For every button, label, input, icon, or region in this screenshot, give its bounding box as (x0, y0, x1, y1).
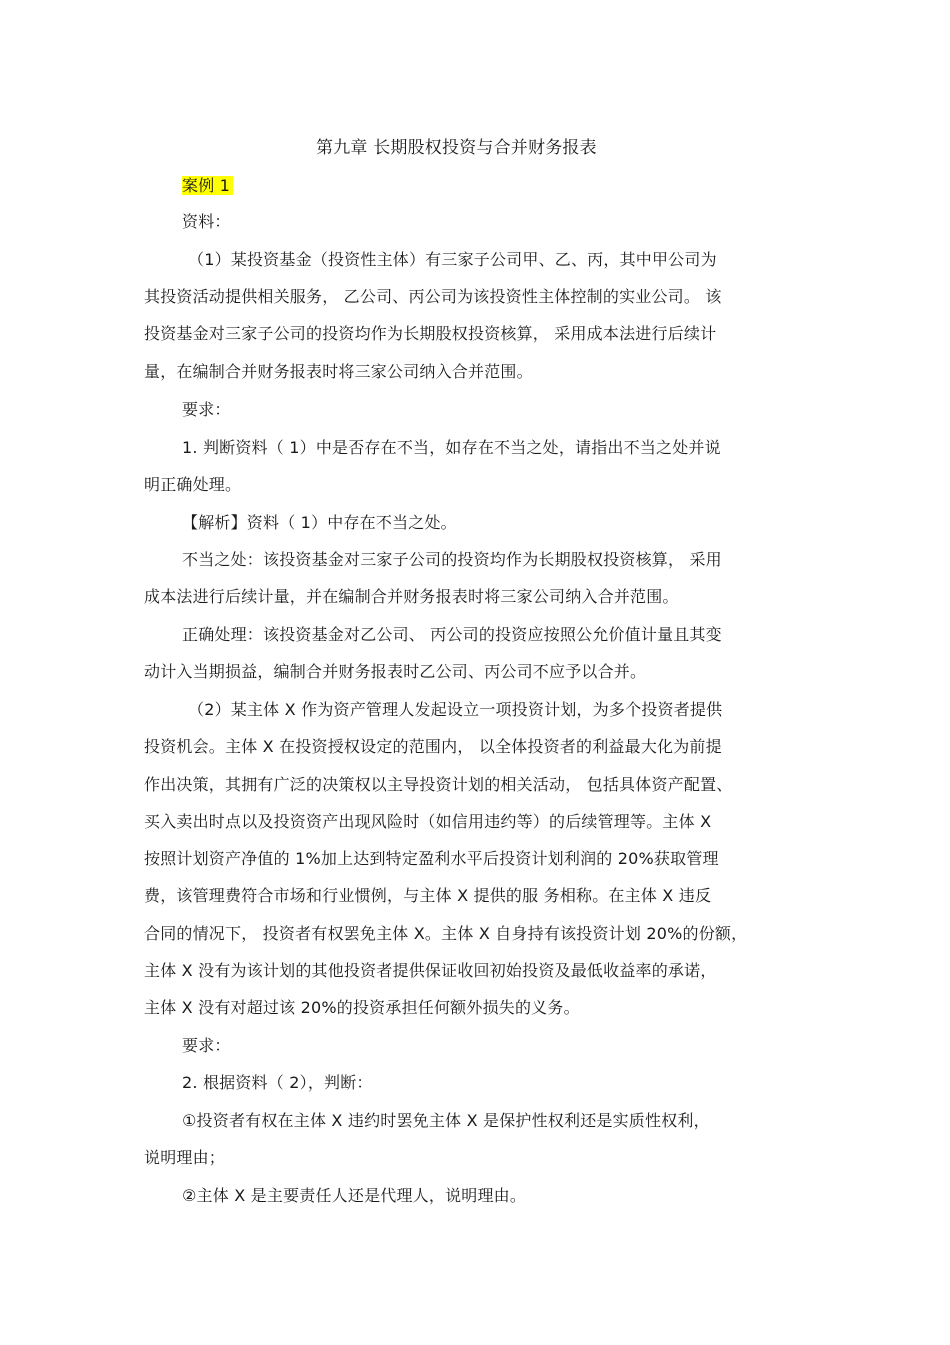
paragraph-line: 明正确处理。 (144, 475, 242, 494)
paragraph-line: 说明理由； (144, 1148, 226, 1167)
paragraph-line: 成本法进行后续计量，并在编制合并财务报表时将三家公司纳入合并范围。 (144, 587, 679, 606)
paragraph-line: 1. 判断资料（ 1）中是否存在不当，如存在不当之处，请指出不当之处并说 (182, 438, 721, 457)
paragraph-line: 投资机会。主体 X 在投资授权设定的范围内， 以全体投资者的利益最大化为前提 (144, 737, 722, 756)
paragraph-line: 按照计划资产净值的 1%加上达到特定盈利水平后投资计划利润的 20%获取管理 (144, 849, 719, 868)
paragraph-line: ①投资者有权在主体 X 违约时罢免主体 X 是保护性权利还是实质性权利， (182, 1111, 710, 1130)
paragraph-line: 2. 根据资料（ 2），判断： (182, 1073, 373, 1092)
case-label (182, 176, 233, 196)
analysis-line: 【解析】资料（ 1）中存在不当之处。 (182, 513, 457, 532)
paragraph-line: 作出决策，其拥有广泛的决策权以主导投资计划的相关活动， 包括具体资产配置、 (144, 775, 733, 794)
paragraph-line: 投资基金对三家子公司的投资均作为长期股权投资核算， 采用成本法进行后续计 (144, 324, 717, 343)
paragraph-line: 正确处理：该投资基金对乙公司、 丙公司的投资应按照公允价值计量且其变 (182, 625, 722, 644)
paragraph-line: ②主体 X 是主要责任人还是代理人，说明理由。 (182, 1186, 527, 1205)
paragraph-line: 不当之处：该投资基金对三家子公司的投资均作为长期股权投资核算， 采用 (182, 550, 722, 569)
paragraph-line: （1）某投资基金（投资性主体）有三家子公司甲、乙、丙，其中甲公司为 (188, 250, 717, 269)
paragraph-line: 量，在编制合并财务报表时将三家公司纳入合并范围。 (144, 362, 533, 381)
case-label-highlight: 案例 1 (182, 176, 233, 195)
requirement-label: 要求： (182, 400, 231, 419)
paragraph-line: （2）某主体 X 作为资产管理人发起设立一项投资计划，为多个投资者提供 (188, 700, 723, 719)
paragraph-line: 主体 X 没有为该计划的其他投资者提供保证收回初始投资及最低收益率的承诺， (144, 961, 717, 980)
paragraph-line: 合同的情况下， 投资者有权罢免主体 X。主体 X 自身持有该投资计划 20%的份额， (144, 924, 748, 943)
paragraph-line: 动计入当期损益，编制合并财务报表时乙公司、丙公司不应予以合并。 (144, 662, 647, 681)
requirement-label: 要求： (182, 1036, 231, 1055)
paragraph-line: 其投资活动提供相关服务， 乙公司、丙公司为该投资性主体控制的实业公司。 该 (144, 287, 722, 306)
paragraph-line: 主体 X 没有对超过该 20%的投资承担任何额外损失的义务。 (144, 998, 580, 1017)
chapter-title: 第九章 长期股权投资与合并财务报表 (316, 138, 597, 158)
paragraph-line: 买入卖出时点以及投资资产出现风险时（如信用违约等）的后续管理等。主体 X (144, 812, 712, 831)
paragraph-line: 资料： (182, 212, 231, 231)
paragraph-line: 费，该管理费符合市场和行业惯例，与主体 X 提供的服 务相称。在主体 X 违反 (144, 886, 712, 905)
